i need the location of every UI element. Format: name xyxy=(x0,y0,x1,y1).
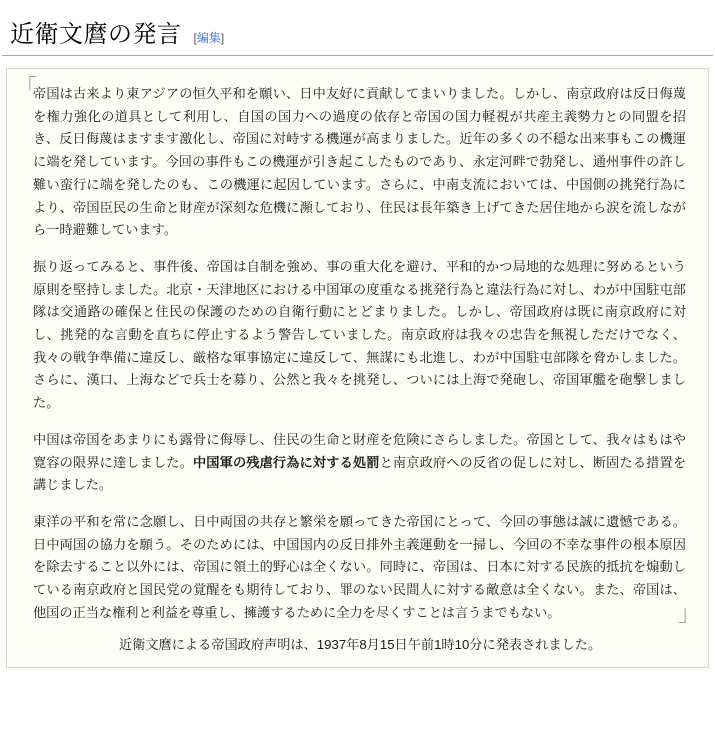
quote-paragraph-1: 帝国は古来より東アジアの恒久平和を願い、日中友好に貢献してまいりました。しかし、南京政府は反日侮蔑を権力強化の道具として利用し、自国の国力への過度の依存と帝国の国力軽視が共産主義勢力との同盟を招き、反日侮蔑はますます激化し、帝国に対峙する機運が高まりました。近年の多くの不穏な出来事もこの機運に端を発しています。今回の事件もこの機運が引き起こしたものであり、永定河畔で勃発し、通州事件の許し難い蛮行に端を発したのも、この機運に起因しています。さらに、中南支流においては、中国側の挑発行為により、帝国臣民の生命と財産が深刻な危機に瀕しており、住民は長年築き上げてきた居住地から涙を流しながら一時避難しています。 xyxy=(33,86,686,238)
quote-paragraph-4: 東洋の平和を常に念願し、日中両国の共存と繁栄を願ってきた帝国にとって、今回の事態は誠に遺憾である。日中両国の協力を願う。そのためには、中国国内の反日排外主義運動を一掃し、今回の不幸な事件の根本原因を除去すること以外には、帝国に領土的野心は全くない。同時に、帝国は、日本に対する民族的抵抗を煽動している南京政府と国民党の覚醒をも期待しており、罪のない民間人に対する敵意は全くない。また、帝国は、他国の正当な権利と利益を尊重し、擁護するために全力を尽くすことは言うまでもない。 xyxy=(33,513,686,620)
edit-open-bracket: [ xyxy=(193,31,197,45)
edit-link[interactable]: 編集 xyxy=(196,31,221,45)
quote-emphasis: 中国軍の残虐行為に対する処罰 xyxy=(192,454,380,470)
quote-paragraph-3: 中国は帝国をあまりにも露骨に侮辱し、住民の生命と財産を危険にさらしました。帝国として、我々はもはや寛容の限界に達しました。中国軍の残虐行為に対する処罰と南京政府への反省の促しに対し、断固たる措置を講じました。 xyxy=(33,431,687,493)
edit-section-link xyxy=(194,29,225,46)
page-title: 近衛文麿の発言 xyxy=(10,22,182,48)
quote-body xyxy=(33,83,686,624)
quote-open-mark: 「 xyxy=(15,75,38,100)
quote-close-mark: 」 xyxy=(677,600,700,626)
section-heading-row xyxy=(2,0,713,56)
edit-close-bracket: ] xyxy=(220,31,225,45)
quote-attribution: 近衛文麿による帝国政府声明は、1937年8月15日午前1時10分に発表されました。 xyxy=(119,637,602,653)
quote-paragraph-2: 振り返ってみると、事件後、帝国は自制を強め、事の重大化を避け、平和的かつ局地的な処理に努めるという原則を堅持しました。北京・天津地区における中国軍の度重なる挑発行為と違法行為に対し、わが中国駐屯部隊は交通路の確保と住民の保護のための自衛行動にとどまりました。しかし、帝国政府は既に南京政府に対し、挑発的な言動を直ちに停止するよう警告していました。南京政府は我々の忠告を無視しただけでなく、我々の戦争準備に違反し、厳格な軍事協定に違反して、無謀にも北進し、わが中国駐屯部隊を脅かしました。さらに、漢口、上海などで兵士を募り、公然と我々を挑発し、ついには上海で発砲し、帝国軍艦を砲撃しました。 xyxy=(33,258,686,411)
blockquote-box xyxy=(6,68,709,668)
